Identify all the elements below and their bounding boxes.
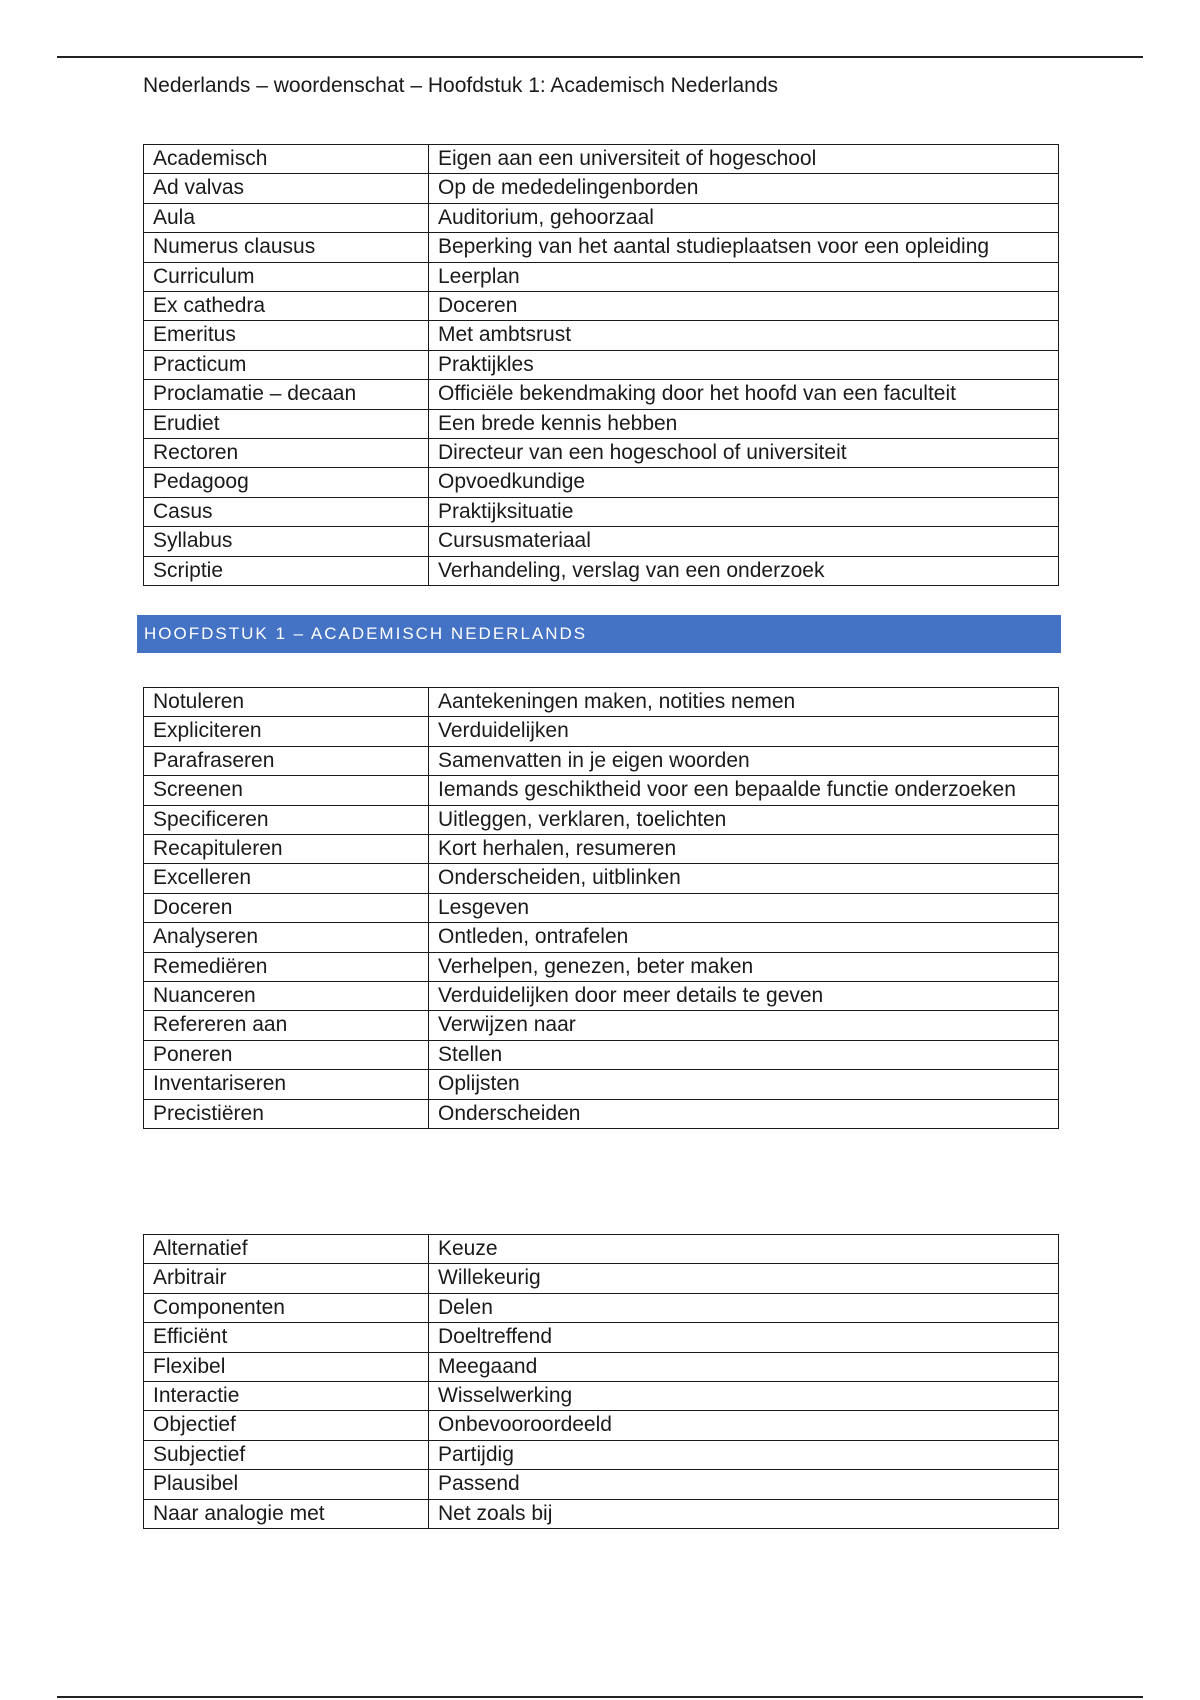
definition-cell: Meegaand <box>429 1352 1059 1381</box>
definition-cell: Beperking van het aantal studieplaatsen voor een opleiding <box>429 233 1059 262</box>
definition-cell: Een brede kennis hebben <box>429 409 1059 438</box>
term-cell: Recapituleren <box>144 835 429 864</box>
term-cell: Specificeren <box>144 805 429 834</box>
definition-cell: Keuze <box>429 1235 1059 1264</box>
definition-cell: Onderscheiden, uitblinken <box>429 864 1059 893</box>
definition-cell: Wisselwerking <box>429 1382 1059 1411</box>
term-cell: Notuleren <box>144 688 429 717</box>
table-row <box>144 1293 1059 1322</box>
table-row <box>144 1264 1059 1293</box>
table-row <box>144 688 1059 717</box>
definition-cell: Directeur van een hogeschool of universiteit <box>429 439 1059 468</box>
term-cell: Arbitrair <box>144 1264 429 1293</box>
table-row <box>144 1382 1059 1411</box>
table-row <box>144 174 1059 203</box>
definition-cell: Praktijksituatie <box>429 497 1059 526</box>
definition-cell: Officiële bekendmaking door het hoofd van een faculteit <box>429 380 1059 409</box>
term-cell: Curriculum <box>144 262 429 291</box>
definition-cell: Cursusmateriaal <box>429 527 1059 556</box>
definition-cell: Verduidelijken door meer details te geven <box>429 982 1059 1011</box>
vocabulary-table-1 <box>143 144 1059 586</box>
term-cell: Flexibel <box>144 1352 429 1381</box>
definition-cell: Verhandeling, verslag van een onderzoek <box>429 556 1059 585</box>
table-row <box>144 835 1059 864</box>
term-cell: Precistiëren <box>144 1099 429 1128</box>
term-cell: Remediëren <box>144 952 429 981</box>
table-row <box>144 923 1059 952</box>
definition-cell: Verduidelijken <box>429 717 1059 746</box>
table-row <box>144 321 1059 350</box>
term-cell: Erudiet <box>144 409 429 438</box>
term-cell: Poneren <box>144 1040 429 1069</box>
table-row <box>144 1470 1059 1499</box>
table-row <box>144 1499 1059 1528</box>
term-cell: Inventariseren <box>144 1070 429 1099</box>
term-cell: Proclamatie – decaan <box>144 380 429 409</box>
term-cell: Screenen <box>144 776 429 805</box>
definition-cell: Praktijkles <box>429 350 1059 379</box>
definition-cell: Met ambtsrust <box>429 321 1059 350</box>
section-heading: HOOFDSTUK 1 – ACADEMISCH NEDERLANDS <box>137 615 1061 653</box>
term-cell: Numerus clausus <box>144 233 429 262</box>
definition-cell: Opvoedkundige <box>429 468 1059 497</box>
term-cell: Naar analogie met <box>144 1499 429 1528</box>
table-row <box>144 805 1059 834</box>
term-cell: Refereren aan <box>144 1011 429 1040</box>
definition-cell: Leerplan <box>429 262 1059 291</box>
term-cell: Academisch <box>144 145 429 174</box>
table-row <box>144 746 1059 775</box>
table-row <box>144 527 1059 556</box>
term-cell: Casus <box>144 497 429 526</box>
table-row <box>144 952 1059 981</box>
term-cell: Subjectief <box>144 1440 429 1469</box>
term-cell: Emeritus <box>144 321 429 350</box>
definition-cell: Op de mededelingenborden <box>429 174 1059 203</box>
definition-cell: Stellen <box>429 1040 1059 1069</box>
term-cell: Doceren <box>144 893 429 922</box>
term-cell: Aula <box>144 203 429 232</box>
term-cell: Syllabus <box>144 527 429 556</box>
table-row <box>144 1099 1059 1128</box>
table-row <box>144 292 1059 321</box>
table-row <box>144 1440 1059 1469</box>
definition-cell: Kort herhalen, resumeren <box>429 835 1059 864</box>
definition-cell: Passend <box>429 1470 1059 1499</box>
table-row <box>144 556 1059 585</box>
definition-cell: Ontleden, ontrafelen <box>429 923 1059 952</box>
definition-cell: Verwijzen naar <box>429 1011 1059 1040</box>
table-row <box>144 262 1059 291</box>
table-row <box>144 717 1059 746</box>
term-cell: Ad valvas <box>144 174 429 203</box>
definition-cell: Aantekeningen maken, notities nemen <box>429 688 1059 717</box>
term-cell: Componenten <box>144 1293 429 1322</box>
term-cell: Scriptie <box>144 556 429 585</box>
definition-cell: Onbevooroordeeld <box>429 1411 1059 1440</box>
term-cell: Plausibel <box>144 1470 429 1499</box>
table-row <box>144 864 1059 893</box>
term-cell: Excelleren <box>144 864 429 893</box>
definition-cell: Onderscheiden <box>429 1099 1059 1128</box>
table-row <box>144 233 1059 262</box>
definition-cell: Iemands geschiktheid voor een bepaalde functie onderzoeken <box>429 776 1059 805</box>
table-row <box>144 982 1059 1011</box>
definition-cell: Net zoals bij <box>429 1499 1059 1528</box>
table-row <box>144 497 1059 526</box>
table-row <box>144 350 1059 379</box>
term-cell: Parafraseren <box>144 746 429 775</box>
table-row <box>144 776 1059 805</box>
term-cell: Pedagoog <box>144 468 429 497</box>
term-cell: Practicum <box>144 350 429 379</box>
definition-cell: Samenvatten in je eigen woorden <box>429 746 1059 775</box>
definition-cell: Uitleggen, verklaren, toelichten <box>429 805 1059 834</box>
table-row <box>144 145 1059 174</box>
document-header: Nederlands – woordenschat – Hoofdstuk 1: Academisch Nederlands <box>143 74 779 97</box>
term-cell: Expliciteren <box>144 717 429 746</box>
vocabulary-table-3 <box>143 1234 1059 1529</box>
bottom-divider-line <box>57 1696 1143 1698</box>
top-divider-line <box>57 56 1143 58</box>
table-row <box>144 1323 1059 1352</box>
definition-cell: Doceren <box>429 292 1059 321</box>
definition-cell: Doeltreffend <box>429 1323 1059 1352</box>
definition-cell: Partijdig <box>429 1440 1059 1469</box>
term-cell: Analyseren <box>144 923 429 952</box>
term-cell: Efficiënt <box>144 1323 429 1352</box>
definition-cell: Oplijsten <box>429 1070 1059 1099</box>
table-row <box>144 380 1059 409</box>
definition-cell: Delen <box>429 1293 1059 1322</box>
definition-cell: Lesgeven <box>429 893 1059 922</box>
definition-cell: Eigen aan een universiteit of hogeschool <box>429 145 1059 174</box>
table-row <box>144 893 1059 922</box>
table-row <box>144 439 1059 468</box>
definition-cell: Willekeurig <box>429 1264 1059 1293</box>
table-row <box>144 203 1059 232</box>
table-row <box>144 1070 1059 1099</box>
definition-cell: Verhelpen, genezen, beter maken <box>429 952 1059 981</box>
table-row <box>144 1011 1059 1040</box>
term-cell: Rectoren <box>144 439 429 468</box>
definition-cell: Auditorium, gehoorzaal <box>429 203 1059 232</box>
term-cell: Interactie <box>144 1382 429 1411</box>
term-cell: Ex cathedra <box>144 292 429 321</box>
table-row <box>144 1235 1059 1264</box>
table-row <box>144 409 1059 438</box>
vocabulary-table-2 <box>143 687 1059 1129</box>
table-row <box>144 1411 1059 1440</box>
term-cell: Objectief <box>144 1411 429 1440</box>
term-cell: Nuanceren <box>144 982 429 1011</box>
table-row <box>144 468 1059 497</box>
table-row <box>144 1352 1059 1381</box>
term-cell: Alternatief <box>144 1235 429 1264</box>
table-row <box>144 1040 1059 1069</box>
